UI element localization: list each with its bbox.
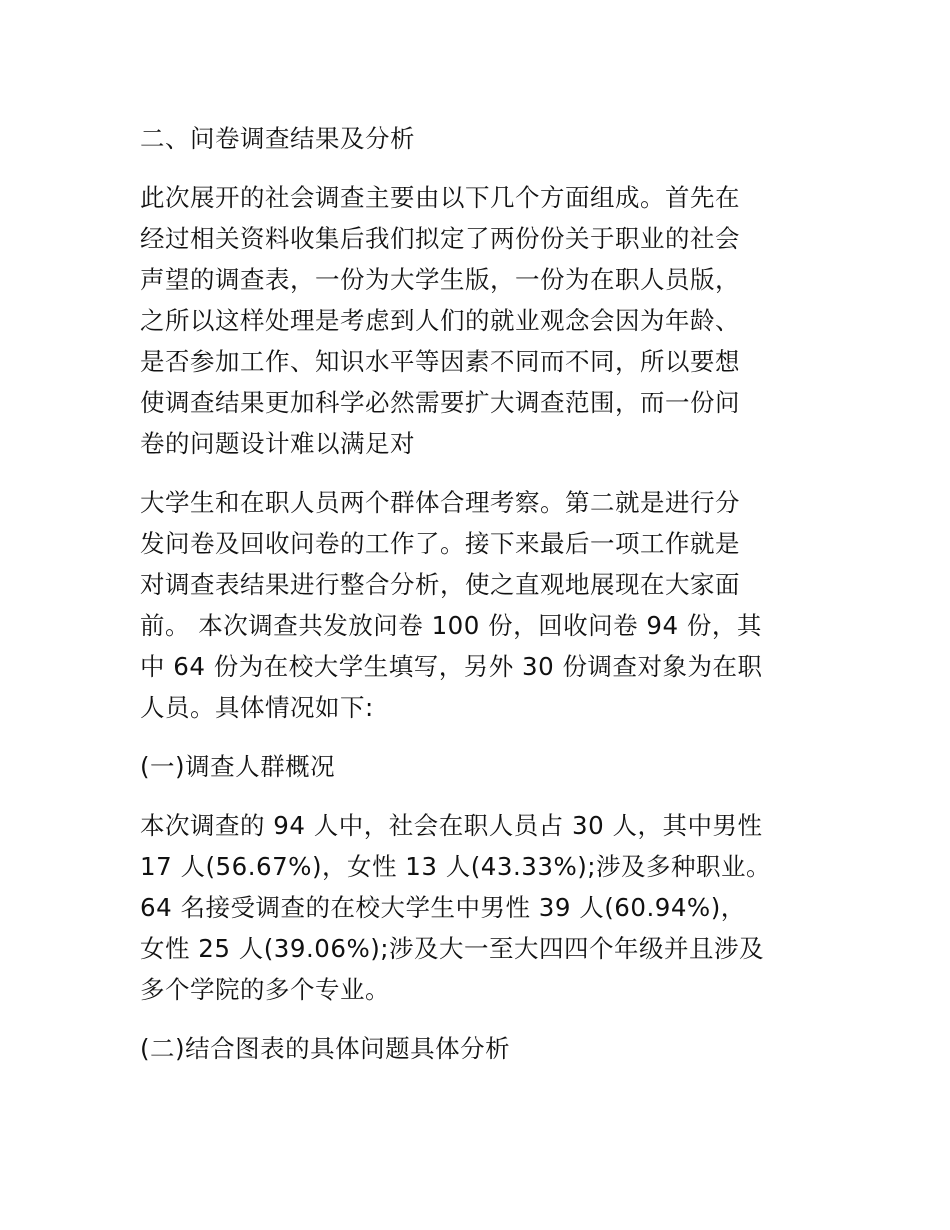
subheading-analysis: (二)结合图表的具体问题具体分析: [140, 1034, 511, 1063]
paragraph-line: 对调查表结果进行整合分析，使之直观地展现在大家面: [140, 570, 740, 599]
paragraph-line: 中 64 份为在校大学生填写，另外 30 份调查对象为在职: [140, 652, 763, 681]
section-heading: 二、问卷调查结果及分析: [140, 124, 415, 153]
paragraph-line: 17 人(56.67%)，女性 13 人(43.33%);涉及多种职业。: [140, 852, 772, 881]
paragraph-line: 此次展开的社会调查主要由以下几个方面组成。首先在: [140, 183, 740, 212]
paragraph-line: 卷的问题设计难以满足对: [140, 429, 415, 458]
paragraph-line: 发问卷及回收问卷的工作了。接下来最后一项工作就是: [140, 529, 740, 558]
paragraph-line: 本次调查的 94 人中，社会在职人员占 30 人，其中男性: [140, 811, 763, 840]
paragraph-line: 多个学院的多个专业。: [140, 975, 390, 1004]
subheading-population: (一)调查人群概况: [140, 752, 336, 781]
paragraph-line: 女性 25 人(39.06%);涉及大一至大四四个年级并且涉及: [140, 934, 765, 963]
paragraph-line: 之所以这样处理是考虑到人们的就业观念会因为年龄、: [140, 306, 740, 335]
paragraph-line: 使调查结果更加科学必然需要扩大调查范围，而一份问: [140, 388, 740, 417]
paragraph-line: 大学生和在职人员两个群体合理考察。第二就是进行分: [140, 488, 740, 517]
paragraph-3: [140, 805, 820, 1010]
paragraph-line: 人员。具体情况如下:: [140, 693, 374, 722]
paragraph-1: [140, 177, 820, 464]
paragraph-line: 前。 本次调查共发放问卷 100 份，回收问卷 94 份，其: [140, 611, 762, 640]
paragraph-line: 声望的调查表，一份为大学生版，一份为在职人员版，: [140, 265, 740, 294]
paragraph-line: 是否参加工作、知识水平等因素不同而不同，所以要想: [140, 347, 740, 376]
document-page: [140, 118, 820, 1069]
paragraph-line: 经过相关资料收集后我们拟定了两份份关于职业的社会: [140, 224, 740, 253]
paragraph-line: 64 名接受调查的在校大学生中男性 39 人(60.94%)，: [140, 893, 746, 922]
paragraph-2: [140, 482, 820, 728]
